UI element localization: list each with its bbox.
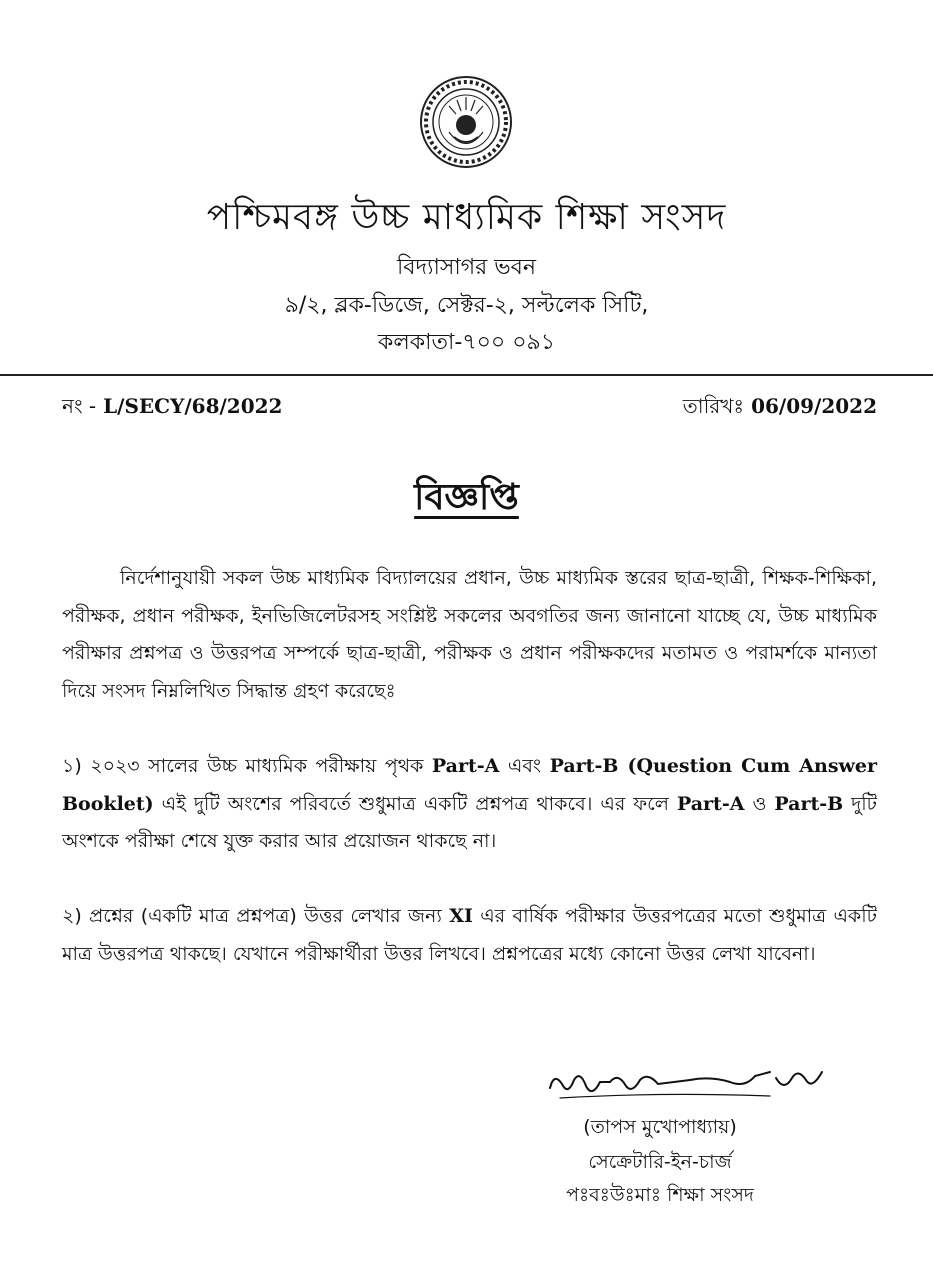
point1-text-5: দুটি অংশকে পরীক্ষা শেষে যুক্ত করার আর প্রয়োজন থাকছে না। xyxy=(62,792,877,852)
memo-number-label: নং - xyxy=(62,394,97,418)
council-name: পশ্চিমবঙ্গ উচ্চ মাধ্যমিক শিক্ষা সংসদ xyxy=(206,197,727,238)
notice-title xyxy=(0,470,933,530)
memo-date-value: 06/09/2022 xyxy=(751,394,877,418)
signatory-name: (তাপস মুখোপাধ্যায়) xyxy=(583,1116,737,1138)
point1-text-3: এই দুটি অংশের পরিবর্তে শুধুমাত্র একটি প্রশ্নপত্র থাকবে। এর ফলে xyxy=(153,792,677,815)
notice-point-2 xyxy=(62,898,877,973)
point2-text-1: ২) প্রশ্নের (একটি মাত্র প্রশ্নপত্র) উত্তর লেখার জন্য xyxy=(62,905,450,927)
handwritten-signature xyxy=(540,1058,840,1108)
point1-text-2: এবং xyxy=(499,755,550,777)
header-divider xyxy=(0,374,933,376)
signatory-designation: সেক্রেটারি-ইন-চার্জ xyxy=(588,1151,732,1173)
address-line: ৯/২, ব্লক-ডিজে, সেক্টর-২, সল্টলেক সিটি, xyxy=(284,293,649,318)
point2-bold-1: XI xyxy=(449,905,473,927)
notice-point-1 xyxy=(62,748,877,861)
memo-number-value: L/SECY/68/2022 xyxy=(103,394,283,418)
point1-text-4: ও xyxy=(744,792,775,815)
memo-date-label: তারিখঃ xyxy=(682,394,745,418)
council-seal-logo xyxy=(419,75,513,169)
point1-bold-1: Part-A xyxy=(431,755,500,777)
point1-bold-4: Part-B xyxy=(774,792,844,815)
point1-bold-2: Part-B (Question Cum Answer Booklet) xyxy=(62,755,877,815)
point1-text-1: ১) ২০২৩ সালের উচ্চ মাধ্যমিক পরীক্ষায় পৃথক xyxy=(62,755,432,777)
signatory-organization: পঃবঃউঃমাঃ শিক্ষা সংসদ xyxy=(566,1184,754,1206)
memo-number xyxy=(62,392,282,425)
memo-date xyxy=(683,392,877,425)
notice-title-text: বিজ্ঞপ্তি xyxy=(414,477,519,518)
building-name: বিদ্যাসাগর ভবন xyxy=(396,255,537,280)
city-pin: কলকাতা-৭০০ ০৯১ xyxy=(377,330,556,355)
point2-text-2: এর বার্ষিক পরীক্ষার উত্তরপত্রের মতো শুধুমাত্র একটি মাত্র উত্তরপত্র থাকছে। যেখানে পরীক্ষার্থীরা উত্তর লিখবে। প্রশ্নপত্রের মধ্যে কোনো উত্তর লেখা যাবেনা। xyxy=(62,905,877,965)
point1-bold-3: Part-A xyxy=(676,792,745,815)
notice-intro-paragraph: নির্দেশানুযায়ী সকল উচ্চ মাধ্যমিক বিদ্যালয়ের প্রধান, উচ্চ মাধ্যমিক স্তরের ছাত্র-ছাত্রী, শিক্ষক-শিক্ষিকা, পরীক্ষক, প্রধান পরীক্ষক, ইনভিজিলেটরসহ সংশ্লিষ্ট সকলের অবগতির জন্য জানানো যাচ্ছে যে, উচ্চ মাধ্যমিক পরীক্ষার প্রশ্নপত্র ও উত্তরপত্র সম্পর্কে ছাত্র-ছাত্রী, পরীক্ষক ও প্রধান পরীক্ষকদের মতামত ও পরামর্শকে মান্যতা দিয়ে সংসদ নিম্নলিখিত সিদ্ধান্ত গ্রহণ করেছেঃ xyxy=(62,567,877,702)
